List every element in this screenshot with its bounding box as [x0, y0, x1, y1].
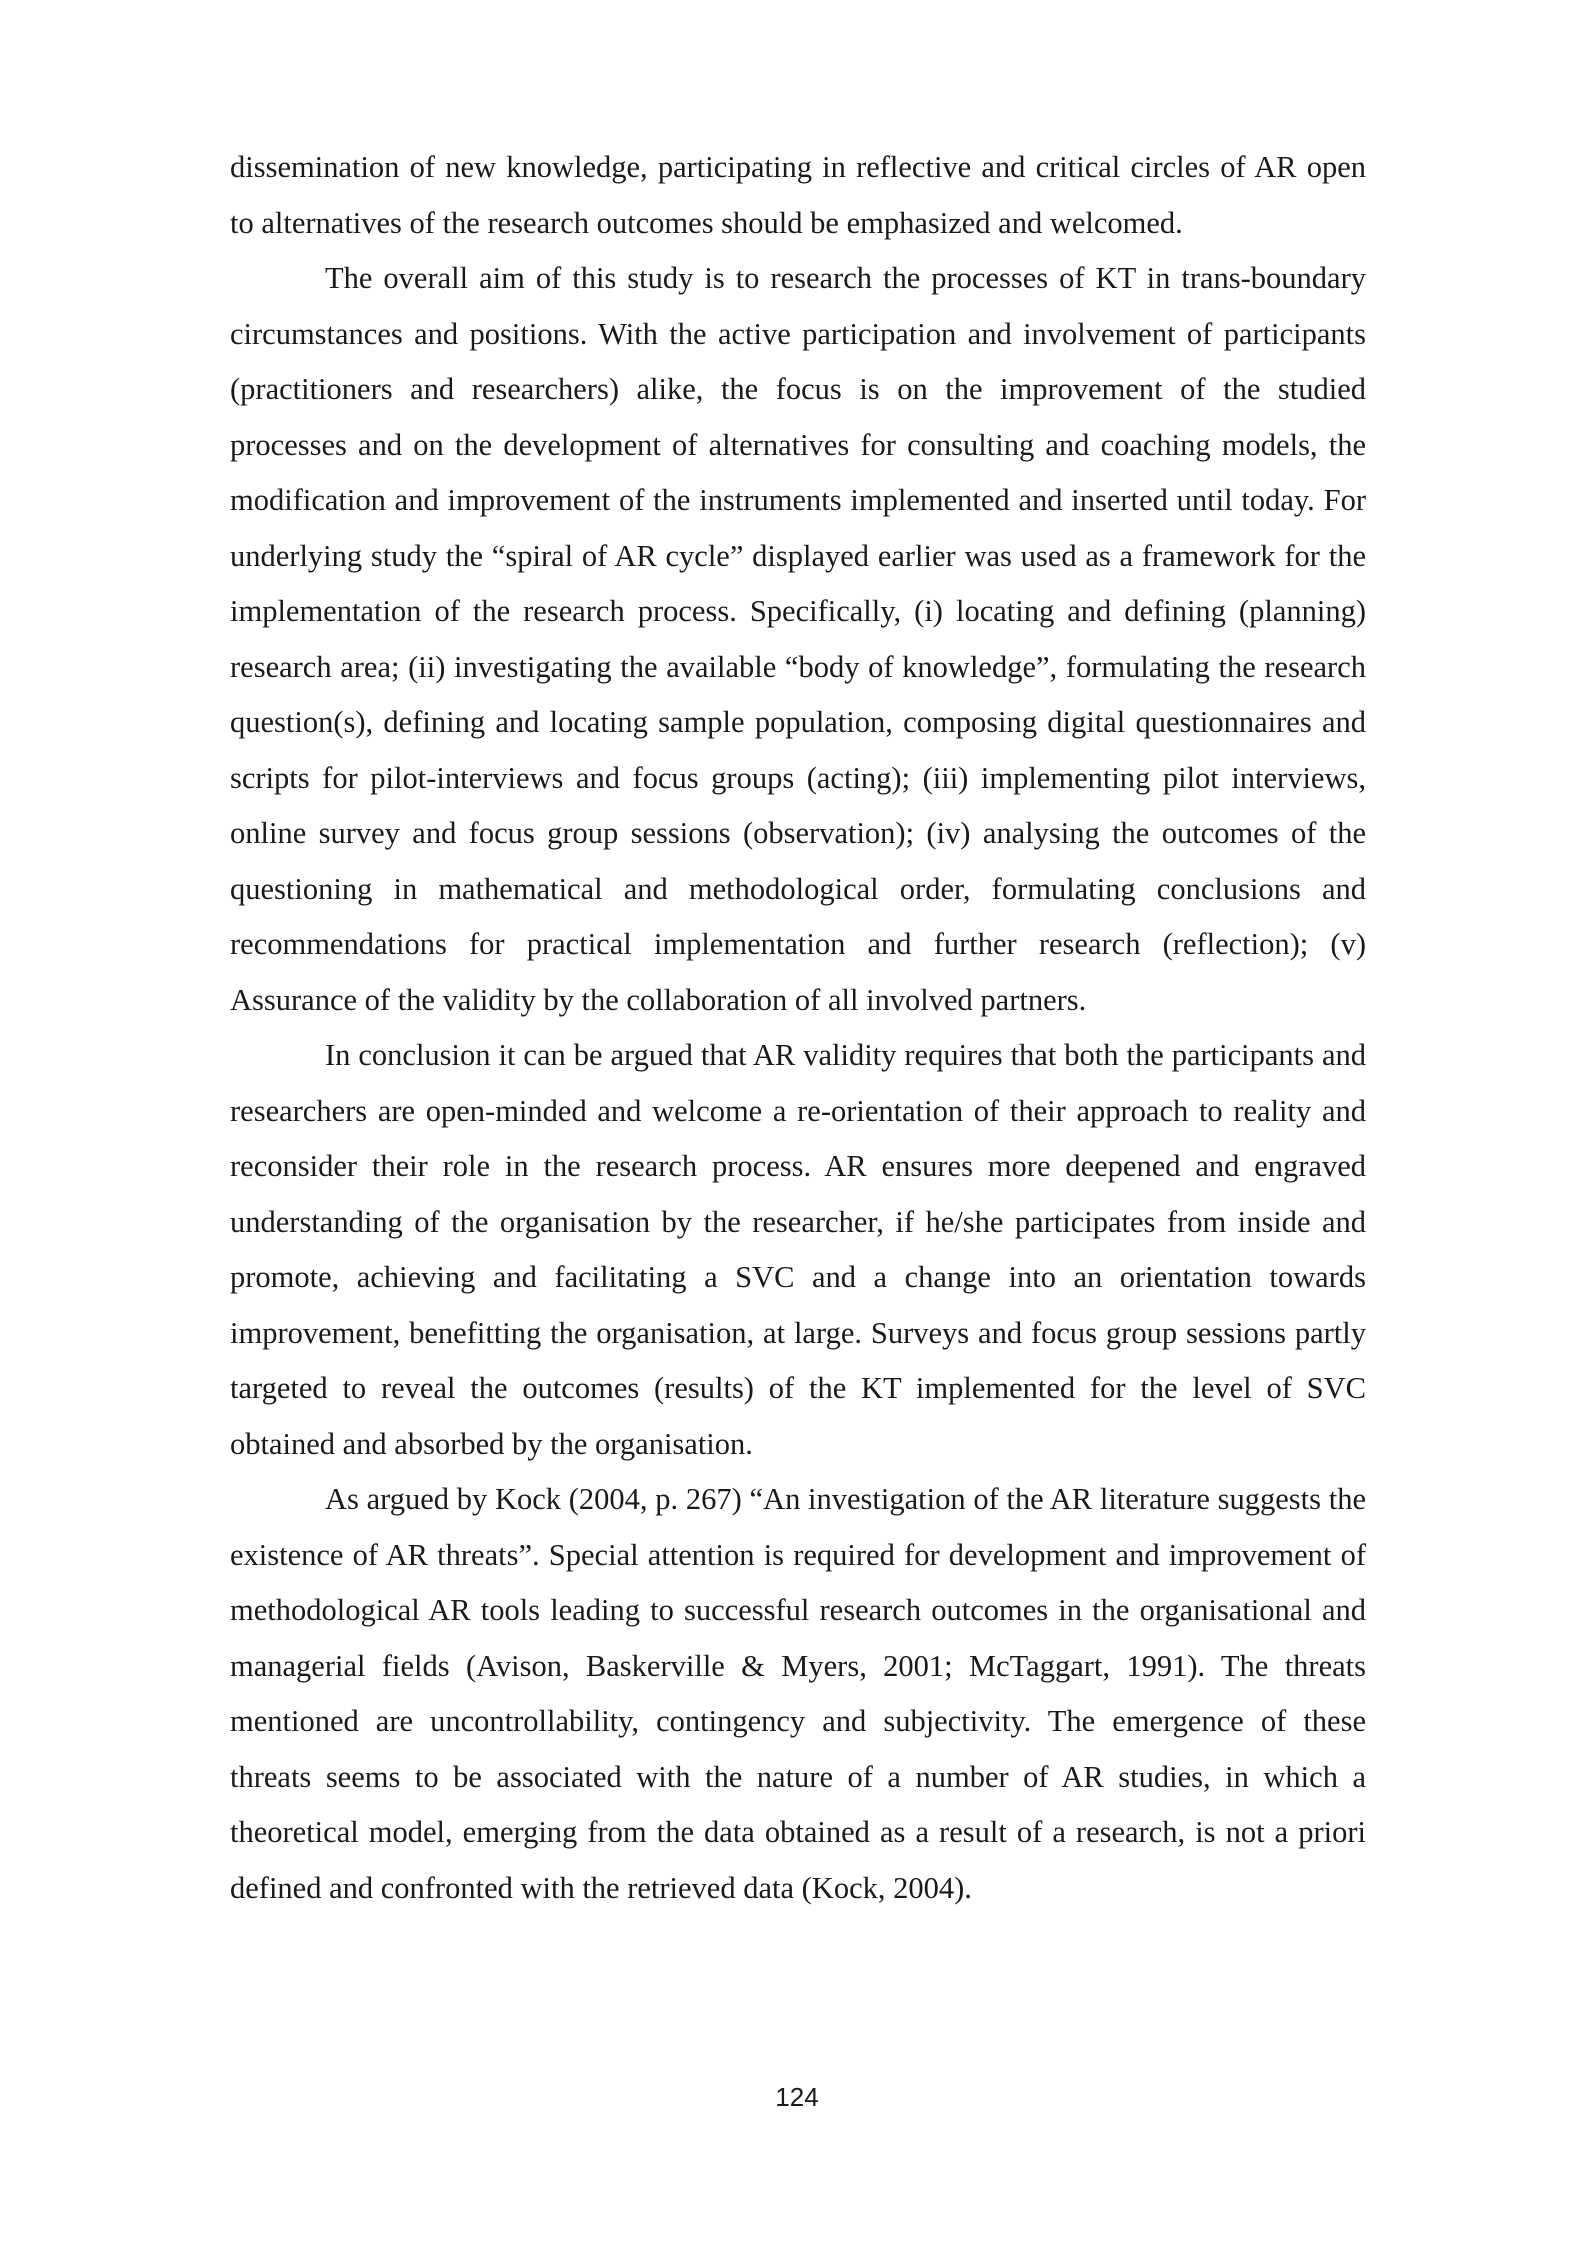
paragraph-continuation: dissemination of new knowledge, participating in reflective and critical circles of AR open to alternatives of the research outcomes should be emphasized and welcomed. — [230, 150, 1366, 240]
paragraph-ar-threats: As argued by Kock (2004, p. 267) “An investigation of the AR literature suggests the existence of AR threats”. Special attention is required for development and improvement of methodological AR tools leading to successful research outcomes in the organisational and managerial fields (Avison, Baskerville & Myers, 2001; McTaggart, 1991). The threats mentioned are uncontrollability, contingency and subjectivity. The emergence of these threats seems to be associated with the nature of a number of AR studies, in which a theoretical model, emerging from the data obtained as a result of a research, is not a priori defined and confronted with the retrieved data (Kock, 2004). — [230, 1482, 1366, 1905]
paragraph-study-aim: The overall aim of this study is to research the processes of KT in trans-boundary circumstances and positions. With the active participation and involvement of participants (practitioners and researchers) alike, the focus is on the improvement of the studied processes and on the development of alternatives for consulting and coaching models, the modification and improvement of the instruments implemented and inserted until today. For underlying study the “spiral of AR cycle” displayed earlier was used as a framework for the implementation of the research process. Specifically, (i) locating and defining (planning) research area; (ii) investigating the available “body of knowledge”, formulating the research question(s), defining and locating sample population, composing digital questionnaires and scripts for pilot-interviews and focus groups (acting); (iii) implementing pilot interviews, online survey and focus group sessions (observation); (iv) analysing the outcomes of the questioning in mathematical and methodological order, formulating conclusions and recommendations for practical implementation and further research (reflection); (v) Assurance of the validity by the collaboration of all involved partners. — [230, 261, 1366, 1017]
paragraph-conclusion: In conclusion it can be argued that AR validity requires that both the participants and researchers are open-minded and welcome a re-orientation of their approach to reality and reconsider their role in the research process. AR ensures more deepened and engraved understanding of the organisation by the researcher, if he/she participates from inside and promote, achieving and facilitating a SVC and a change into an orientation towards improvement, benefitting the organisation, at large. Surveys and focus group sessions partly targeted to reveal the outcomes (results) of the KT implemented for the level of SVC obtained and absorbed by the organisation. — [230, 1038, 1366, 1461]
body-text — [230, 140, 1366, 1916]
page-number: 124 — [775, 2082, 819, 2112]
